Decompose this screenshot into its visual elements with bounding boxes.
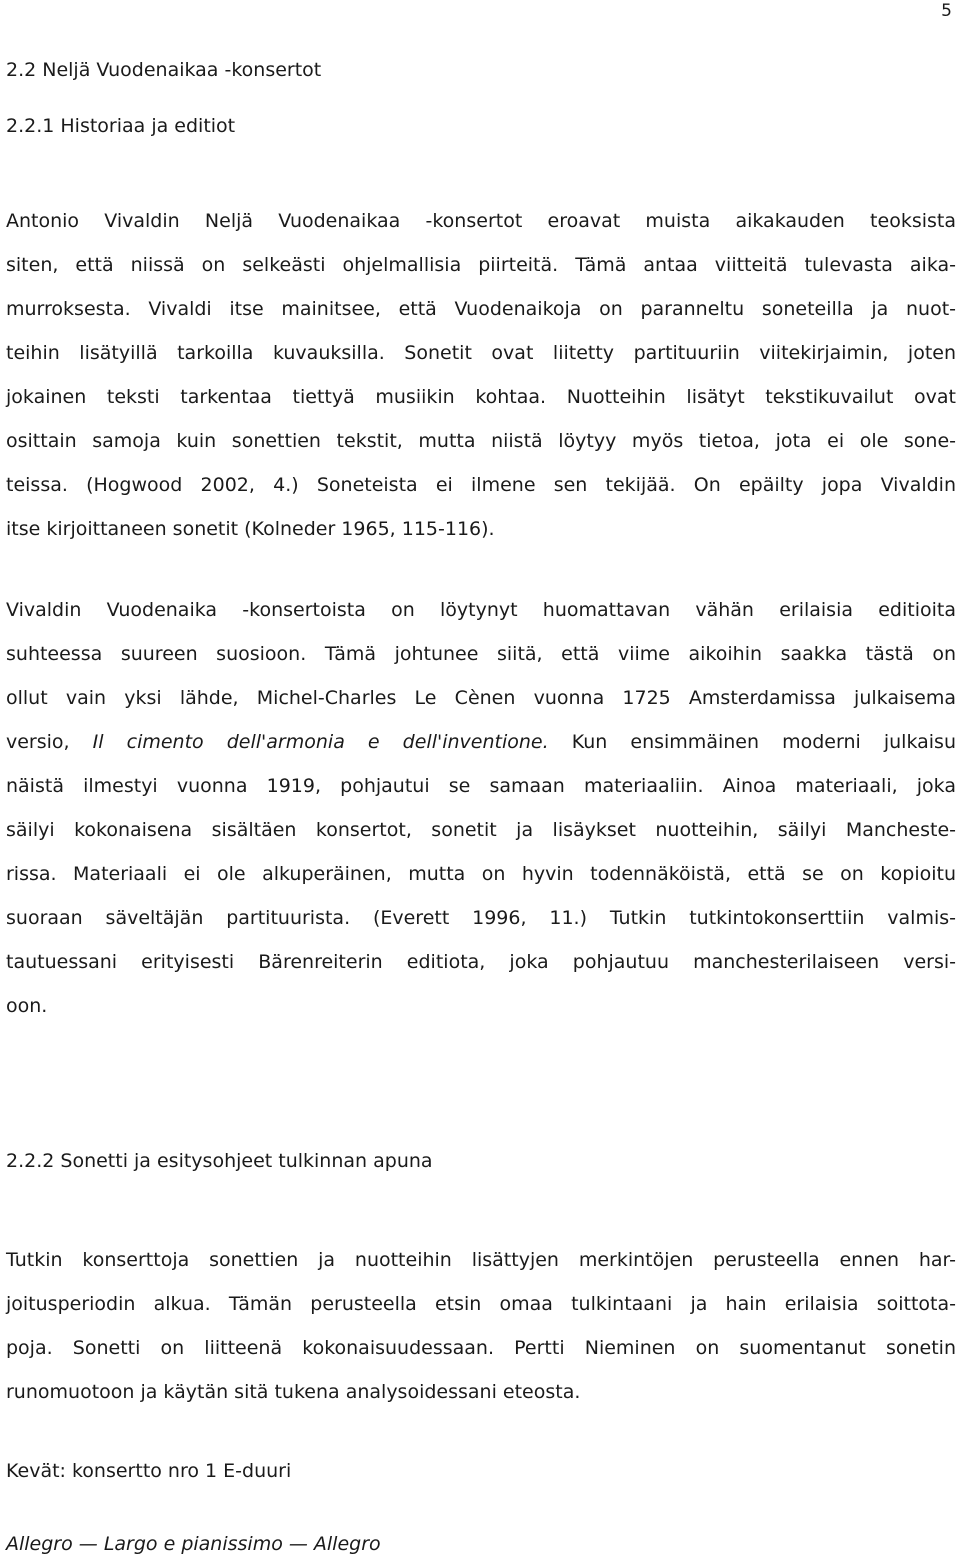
paragraph-line-with-title	[6, 720, 956, 764]
tempo-markings: Allegro — Largo e pianissimo — Allegro	[6, 1533, 381, 1555]
paragraph-line: Antonio Vivaldin Neljä Vuodenaikaa -konsertot eroavat muista aikakauden teoksista	[6, 210, 956, 232]
paragraph-line: osittain samoja kuin sonettien tekstit, mutta niistä löytyy myös tietoa, jota ei ole sone-	[6, 430, 956, 452]
paragraph-line: tautuessani erityisesti Bärenreiterin editiota, joka pohjautuu manchesterilaiseen versi-	[6, 951, 956, 973]
work-title-italic: Il cimento dell'armonia e dell'inventione.	[92, 731, 549, 753]
paragraph-line: itse kirjoittaneen sonetit (Kolneder 1965, 115-116).	[6, 518, 495, 540]
paragraph-line: Tutkin konserttoja sonettien ja nuotteihin lisättyjen merkintöjen perusteella ennen har-	[6, 1249, 956, 1271]
paragraph-line: säilyi kokonaisena sisältäen konsertot, sonetit ja lisäykset nuotteihin, säilyi Mancheste-	[6, 819, 956, 841]
paragraph-sonnet	[6, 1238, 956, 1414]
paragraph-line: teihin lisätyillä tarkoilla kuvauksilla. Sonetit ovat liitetty partituuriin viitekirjaimin, joten	[6, 342, 956, 364]
section-heading-2-2-1: 2.2.1 Historiaa ja editiot	[6, 115, 236, 137]
paragraph-line: joitusperiodin alkua. Tämän perusteella etsin omaa tulkintaani ja hain erilaisia soittota-	[6, 1293, 956, 1315]
line-text: Kun ensimmäinen moderni julkaisu	[548, 731, 956, 753]
paragraph-line: oon.	[6, 995, 48, 1017]
paragraph-line: siten, että niissä on selkeästi ohjelmallisia piirteitä. Tämä antaa viitteitä tulevasta aika-	[6, 254, 956, 276]
paragraph-line: murroksesta. Vivaldi itse mainitsee, että Vuodenaikoja on paranneltu soneteilla ja nuot-	[6, 298, 956, 320]
line-text: versio,	[6, 731, 93, 753]
paragraph-line: suhteessa suureen suosioon. Tämä johtunee siitä, että viime aikoihin saakka tästä on	[6, 643, 956, 665]
paragraph-line: ollut vain yksi lähde, Michel-Charles Le Cènen vuonna 1725 Amsterdamissa julkaisema	[6, 687, 956, 709]
paragraph-line: näistä ilmestyi vuonna 1919, pohjautui se samaan materiaaliin. Ainoa materiaali, joka	[6, 775, 956, 797]
section-heading-2-2: 2.2 Neljä Vuodenaikaa -konsertot	[6, 59, 322, 81]
concerto-title: Kevät: konsertto nro 1 E-duuri	[6, 1460, 292, 1482]
paragraph-line: poja. Sonetti on liitteenä kokonaisuudessaan. Pertti Nieminen on suomentanut sonetin	[6, 1337, 956, 1359]
section-heading-2-2-2: 2.2.2 Sonetti ja esitysohjeet tulkinnan apuna	[6, 1150, 433, 1172]
paragraph-line: jokainen teksti tarkentaa tiettyä musiikin kohtaa. Nuotteihin lisätyt tekstikuvailut ovat	[6, 386, 956, 408]
page-number: 5	[941, 1, 952, 21]
paragraph-line: teissa. (Hogwood 2002, 4.) Soneteista ei ilmene sen tekijää. On epäilty jopa Vivaldin	[6, 474, 956, 496]
paragraph-line: runomuotoon ja käytän sitä tukena analysoidessani eteosta.	[6, 1381, 581, 1403]
paragraph-line: Vivaldin Vuodenaika -konsertoista on löytynyt huomattavan vähän erilaisia editioita	[6, 599, 956, 621]
paragraph-editions	[6, 588, 956, 1028]
paragraph-line: suoraan säveltäjän partituurista. (Everett 1996, 11.) Tutkin tutkintokonserttiin valmis-	[6, 907, 956, 929]
paragraph-line: rissa. Materiaali ei ole alkuperäinen, mutta on hyvin todennäköistä, että se on kopioitu	[6, 863, 956, 885]
paragraph-history	[6, 199, 956, 551]
